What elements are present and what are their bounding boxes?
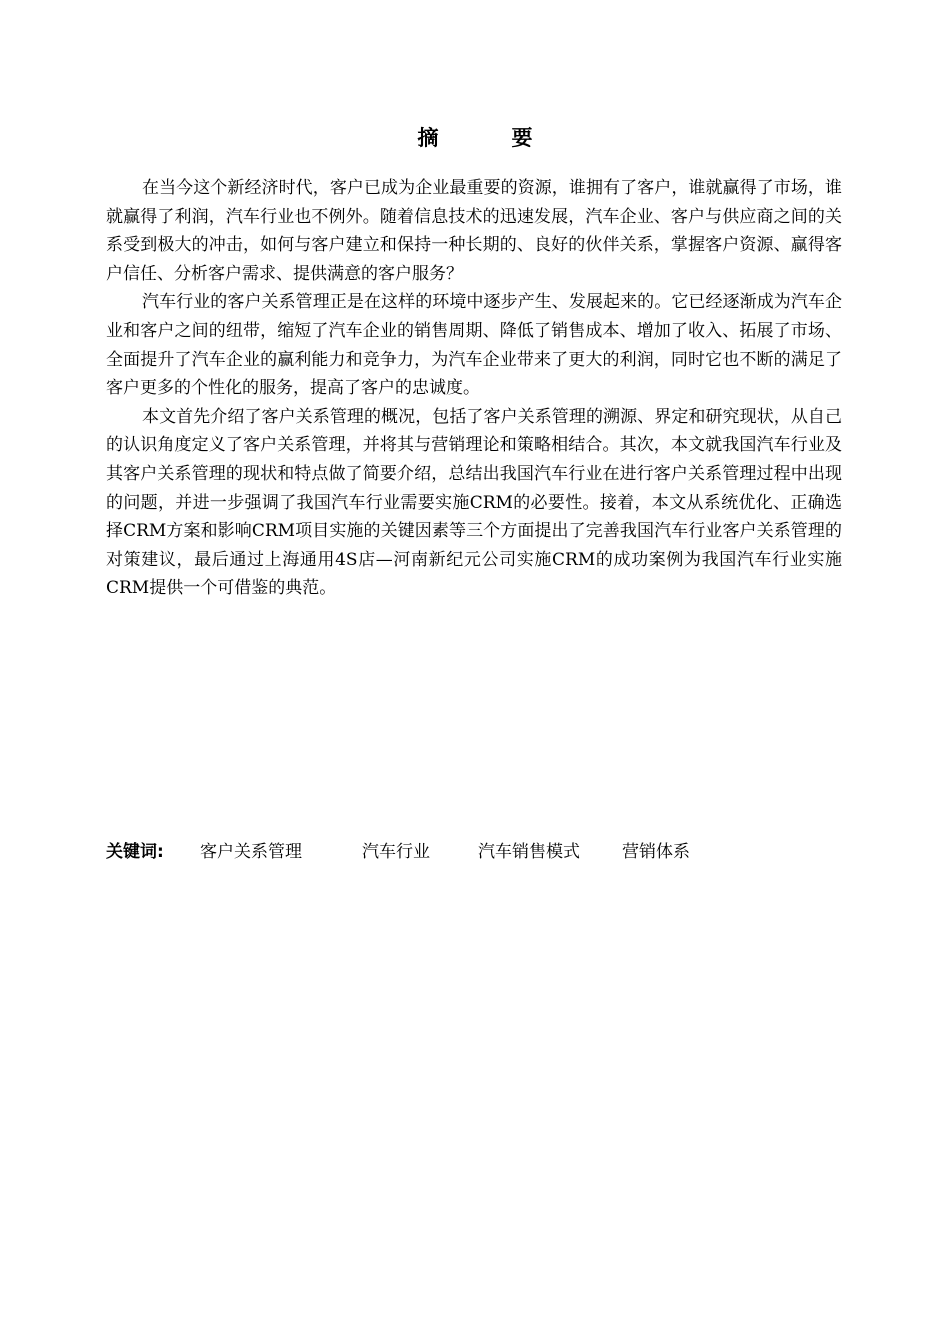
keyword-item: 客户关系管理 (200, 842, 302, 862)
abstract-paragraph-1: 在当今这个新经济时代，客户已成为企业最重要的资源，谁拥有了客户，谁就赢得了市场，谁就赢得了利润，汽车行业也不例外。随着信息技术的迅速发展，汽车企业、客户与供应商之间的关系受到极大的冲击，如何与客户建立和保持一种长期的、良好的伙伴关系，掌握客户资源、赢得客户信任、分析客户需求、提供满意的客户服务？ (106, 178, 842, 284)
keywords-label: 关键词: (106, 842, 164, 862)
keyword-item: 营销体系 (622, 842, 690, 862)
abstract-title: 摘 要 (417, 126, 559, 150)
abstract-paragraph-3: 本文首先介绍了客户关系管理的概况，包括了客户关系管理的溯源、界定和研究现状，从自己的认识角度定义了客户关系管理，并将其与营销理论和策略相结合。其次，本文就我国汽车行业及其客户关系管理的现状和特点做了简要介绍，总结出我国汽车行业在进行客户关系管理过程中出现的问题，并进一步强调了我国汽车行业需要实施CRM的必要性。接着，本文从系统优化、正确选择CRM方案和影响CRM项目实施的关键因素等三个方面提出了完善我国汽车行业客户关系管理的对策建议，最后通过上海通用4S店—河南新纪元公司实施CRM的成功案例为我国汽车行业实施CRM提供一个可借鉴的典范。 (106, 406, 842, 599)
keyword-item: 汽车销售模式 (478, 842, 580, 862)
abstract-paragraph-2: 汽车行业的客户关系管理正是在这样的环境中逐步产生、发展起来的。它已经逐渐成为汽车企业和客户之间的纽带，缩短了汽车企业的销售周期、降低了销售成本、增加了收入、拓展了市场、全面提升了汽车企业的赢利能力和竞争力，为汽车企业带来了更大的利润，同时它也不断的满足了客户更多的个性化的服务，提高了客户的忠诚度。 (106, 292, 842, 399)
abstract-body (106, 174, 842, 603)
keywords-line (106, 838, 842, 866)
keyword-item: 汽车行业 (362, 842, 430, 862)
